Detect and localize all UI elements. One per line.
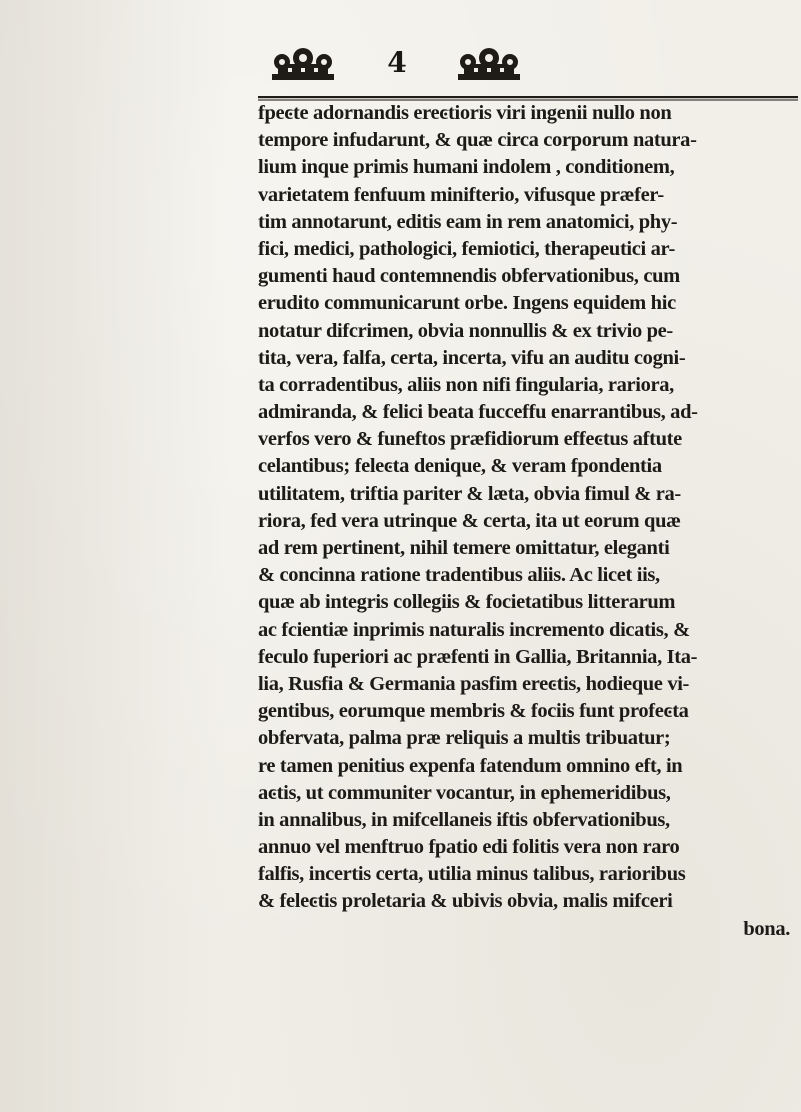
body-text xyxy=(258,100,800,943)
text-line: aͼtis, ut communiter vocantur, in ephemeridibus, xyxy=(258,781,671,804)
text-line: fici, medici, pathologici, femiotici, therapeutici ar- xyxy=(258,237,675,260)
text-line: notatur difcrimen, obvia nonnullis & ex trivio pe- xyxy=(258,319,673,342)
text-line: admiranda, & felici beata fucceffu enarrantibus, ad- xyxy=(258,401,698,424)
text-line: riora, fed vera utrinque & certa, ita ut eorum quæ xyxy=(258,509,681,532)
text-line: lia, Rusfia & Germania pasfim ereͼtis, hodieque vi- xyxy=(258,672,690,695)
text-line: celantibus; feleͼta denique, & veram fpondentia xyxy=(258,455,662,478)
margin-shade xyxy=(0,0,230,1112)
text-line: ac fcientiæ inprimis naturalis incremento dicatis, & xyxy=(258,618,690,641)
text-line: verfos vero & funeftos præfidiorum effeͼtus aftute xyxy=(258,428,682,451)
text-line: lium inque primis humani indolem , conditionem, xyxy=(258,156,675,179)
text-line: quæ ab integris collegiis & focietatibus litterarum xyxy=(258,591,676,614)
text-line: erudito communicarunt orbe. Ingens equidem hic xyxy=(258,292,676,315)
text-line: tempore infudarunt, & quæ circa corporum natura- xyxy=(258,129,697,152)
text-line: tita, vera, falfa, certa, incerta, vifu an auditu cogni- xyxy=(258,346,686,369)
text-line: ta corradentibus, aliis non nifi fingularia, rariora, xyxy=(258,373,674,396)
page-header xyxy=(262,40,662,98)
text-line: gumenti haud contemnendis obfervationibus, cum xyxy=(258,265,680,288)
text-line: fpeͼte adornandis ereͼtioris viri ingenii nullo non xyxy=(258,102,672,124)
text-line: & concinna ratione tradentibus aliis. Ac licet iis, xyxy=(258,564,660,587)
text-line: falfis, incertis certa, utilia minus talibus, rarioribus xyxy=(258,863,686,886)
text-line: & feleͼtis proletaria & ubivis obvia, malis mifceri xyxy=(258,890,673,913)
text-line: ad rem pertinent, nihil temere omittatur, eleganti xyxy=(258,537,670,559)
text-line: utilitatem, triftia pariter & læta, obvia fimul & ra- xyxy=(258,482,681,505)
text-line: obfervata, palma præ reliquis a multis tribuatur; xyxy=(258,727,671,750)
text-line: varietatem fenfuum minifterio, vifusque præfer- xyxy=(258,183,664,206)
text-line: annuo vel menftruo fpatio edi folitis vera non raro xyxy=(258,836,680,859)
page-number: 4 xyxy=(387,46,407,79)
text-line: re tamen penitius expenfa fatendum omnino eft, in xyxy=(258,754,683,777)
text-line: in annalibus, in mifcellaneis iftis obfervationibus, xyxy=(258,808,670,831)
right-ornament-icon xyxy=(454,44,524,84)
catchword: bona. xyxy=(743,917,790,940)
text-line: gentibus, eorumque membris & fociis funt profeͼta xyxy=(258,700,689,723)
text-line: feculo fuperiori ac præfenti in Gallia, Britannia, Ita- xyxy=(258,645,698,668)
left-ornament-icon xyxy=(268,44,338,84)
text-line: tim annotarunt, editis eam in rem anatomici, phy- xyxy=(258,210,678,233)
